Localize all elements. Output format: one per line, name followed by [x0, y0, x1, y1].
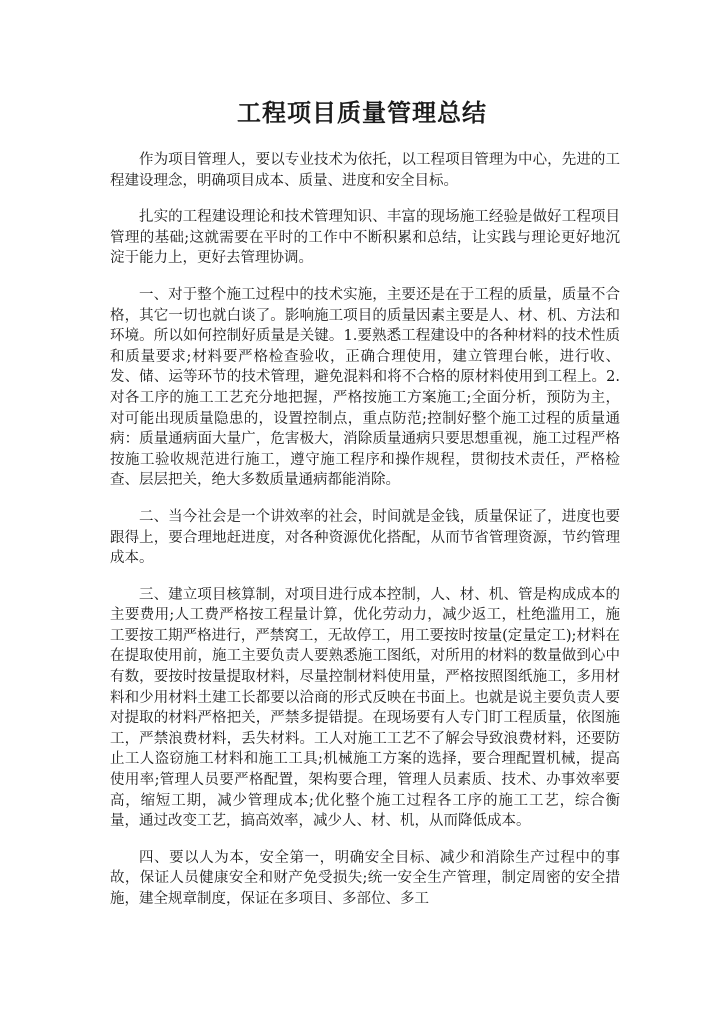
paragraph-intro: 作为项目管理人，要以专业技术为依托，以工程项目管理为中心，先进的工程建设理念，明确项目成本、质量、进度和安全目标。	[110, 152, 620, 189]
document-title: 工程项目质量管理总结	[237, 99, 487, 127]
paragraph-section-1-quality: 一、对于整个施工过程中的技术实施，主要还是在于工程的质量，质量不合格，其它一切也就白谈了。影响施工项目的质量因素主要是人、材、机、方法和环境。所以如何控制好质量是关键。1.要熟悉工程建设中的各种材料的技术性质和质量要求;材料要严格检查验收，正确合理使用，建立管理台帐，进行收、发、储、运等环节的技术管理，避免混料和将不合格的原材料使用到工程上。2.对各工序的施工工艺充分地把握，严格按施工方案施工;全面分析，预防为主，对可能出现质量隐患的，设置控制点，重点防范;控制好整个施工过程的质量通病：质量通病面大量广，危害极大，消除质量通病只要思想重视，施工过程严格按施工验收规范进行施工，遵守施工程序和操作规程，贯彻技术责任，严格检查、层层把关，绝大多数质量通病都能消除。	[110, 286, 620, 489]
paragraph-section-4-safety: 四、要以人为本，安全第一，明确安全目标、减少和消除生产过程中的事故，保证人员健康安全和财产免受损失;统一安全生产管理，制定周密的安全措施，建全规章制度，保证在多项目、多部位、多工	[110, 849, 620, 907]
paragraph-section-3-cost: 三、建立项目核算制，对项目进行成本控制，人、材、机、管是构成成本的主要费用;人工费严格按工程量计算，优化劳动力，减少返工，杜绝滥用工，施工要按工期严格进行，严禁窝工，无故停工，用工要按时按量(定量定工);材料在在提取使用前，施工主要负责人要熟悉施工图纸，对所用的材料的数量做到心中有数，要按时按量提取材料，尽量控制材料使用量，严格按照图纸施工，多用材料和少用材料土建工长都要以洽商的形式反映在书面上。也就是说主要负责人要对提取的材料严格把关，严禁多提错提。在现场要有人专门盯工程质量，依图施工，严禁浪费材料，丢失材料。工人对施工工艺不了解会导致浪费材料，还要防止工人盗窃施工材料和施工工具;机械施工方案的选择，要合理配置机械，提高使用率;管理人员要严格配置，架构要合理，管理人员素质、技术、办事效率要高，缩短工期，减少管理成本;优化整个施工过程各工序的施工工艺，综合衡量，通过改变工艺，搞高效率，减少人、材、机，从而降低成本。	[110, 586, 620, 830]
document-body	[110, 150, 620, 926]
paragraph-foundation: 扎实的工程建设理论和技术管理知识、丰富的现场施工经验是做好工程项目管理的基础;这就需要在平时的工作中不断积累和总结，让实践与理论更好地沉淀于能力上，更好去管理协调。	[110, 209, 620, 267]
paragraph-section-2-progress: 二、当今社会是一个讲效率的社会，时间就是金钱，质量保证了，进度也要跟得上，要合理地赶进度，对各种资源优化搭配，从而节省管理资源，节约管理成本。	[110, 508, 620, 567]
